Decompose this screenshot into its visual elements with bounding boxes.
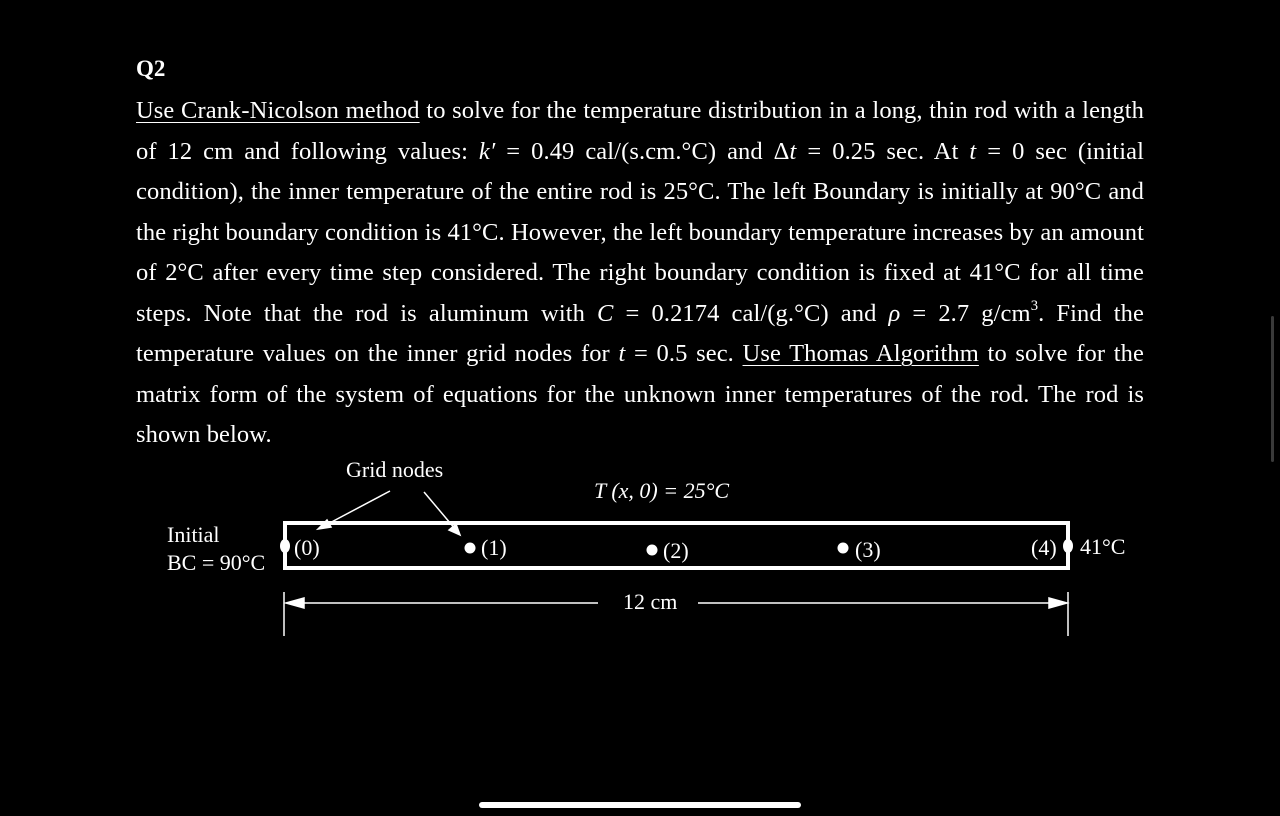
node-label-2: (2) [663,538,689,563]
grid-nodes-arrows [318,491,460,535]
node-1-dot [465,543,476,554]
thomas-algorithm-link: Use Thomas Algorithm [742,340,979,367]
crank-nicolson-link: Use Crank-Nicolson method [136,97,420,124]
grid-nodes-label: Grid nodes [346,457,444,482]
node-label-1: (1) [481,535,507,560]
left-bc-label: BC = 90°C [167,550,266,575]
arrowhead-right [449,524,460,535]
right-bc-label: 41°C [1080,534,1126,559]
node-label-3: (3) [855,537,881,562]
node-0-dot [280,539,290,553]
node-3-dot [838,543,849,554]
length-dimension [284,592,1068,636]
dim-arrow-left [286,598,304,608]
question-title: Q2 [136,56,166,81]
home-indicator[interactable] [479,802,801,808]
initial-condition-label: T (x, 0) = 25°C [594,478,730,503]
scrollbar[interactable] [1271,316,1274,462]
length-label: 12 cm [623,589,678,614]
node-2-dot [647,545,658,556]
arrowhead-left [318,520,331,529]
node-4-dot [1063,539,1073,553]
question-text: Use Crank-Nicolson method to solve for the temperature distribution in a long, thin rod with a length of 12 cm and following values: k′ = 0.49 cal/(s.cm.°C) and Δt = 0.25 sec. At t = 0 sec (initial condition), the inner temperature of the entire rod is 25°C. The left Boundary is initially at 90°C and the right boundary condition is 41°C. However, the left boundary temperature increases by an amount of 2°C after every time step considered. The right boundary condition is fixed at 41°C for all time steps. Note that the rod is aluminum with C = 0.2174 cal/(g.°C) and ρ = 2.7 $g/cm^3$. Find the temperature values on the inner grid nodes for t = 0.5 sec. Use Thomas Algorithm to solve for the matrix form of the system of equations for the unknown inner temperatures of the rod. The rod is shown below. [136,97,1145,448]
node-label-0: (0) [294,535,320,560]
initial-label: Initial [167,522,220,547]
rod [285,523,1068,568]
node-label-4: (4) [1031,535,1057,560]
dim-arrow-right [1049,598,1067,608]
